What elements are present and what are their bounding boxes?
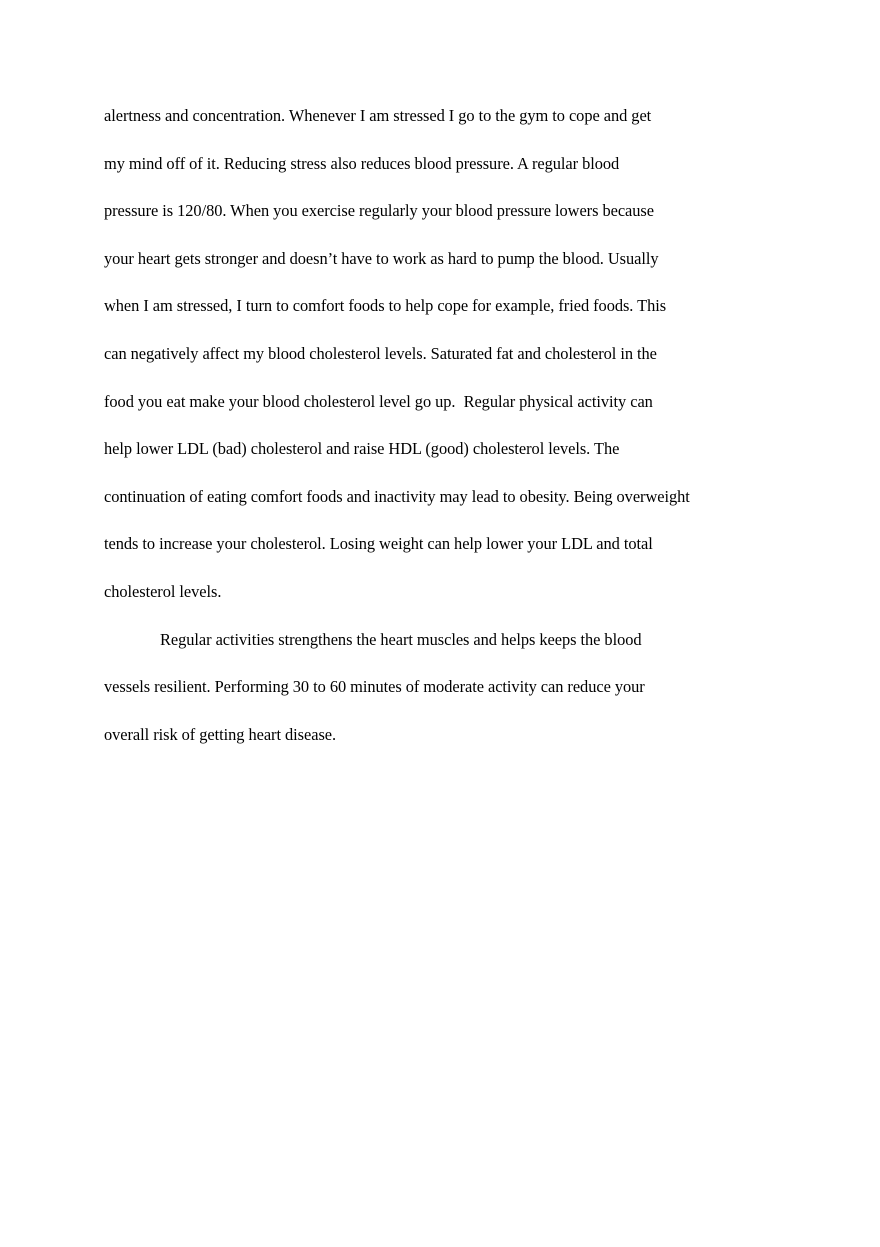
paragraph-2 <box>104 616 804 759</box>
text-line: food you eat make your blood cholesterol level go up. Regular physical activity can <box>104 391 653 411</box>
text-line: alertness and concentration. Whenever I am stressed I go to the gym to cope and get <box>104 106 652 125</box>
text-line: overall risk of getting heart disease. <box>104 724 337 744</box>
text-line: my mind off of it. Reducing stress also reduces blood pressure. A regular blood <box>104 153 620 173</box>
text-line: tends to increase your cholesterol. Losing weight can help lower your LDL and total <box>104 534 653 554</box>
text-line: vessels resilient. Performing 30 to 60 minutes of moderate activity can reduce your <box>104 677 645 697</box>
text-line-indented: Regular activities strengthens the heart muscles and helps keeps the blood <box>160 629 642 649</box>
body-text <box>104 92 804 758</box>
text-line: your heart gets stronger and doesn’t have to work as hard to pump the blood. Usually <box>104 248 659 268</box>
text-line: continuation of eating comfort foods and inactivity may lead to obesity. Being overweight <box>104 486 690 506</box>
text-line: help lower LDL (bad) cholesterol and raise HDL (good) cholesterol levels. The <box>104 439 620 459</box>
text-line: can negatively affect my blood cholesterol levels. Saturated fat and cholesterol in the <box>104 343 657 363</box>
paragraph-1 <box>104 92 804 616</box>
text-line: when I am stressed, I turn to comfort foods to help cope for example, fried foods. This <box>104 296 667 316</box>
text-line: cholesterol levels. <box>104 581 222 601</box>
text-line: pressure is 120/80. When you exercise regularly your blood pressure lowers because <box>104 201 654 221</box>
